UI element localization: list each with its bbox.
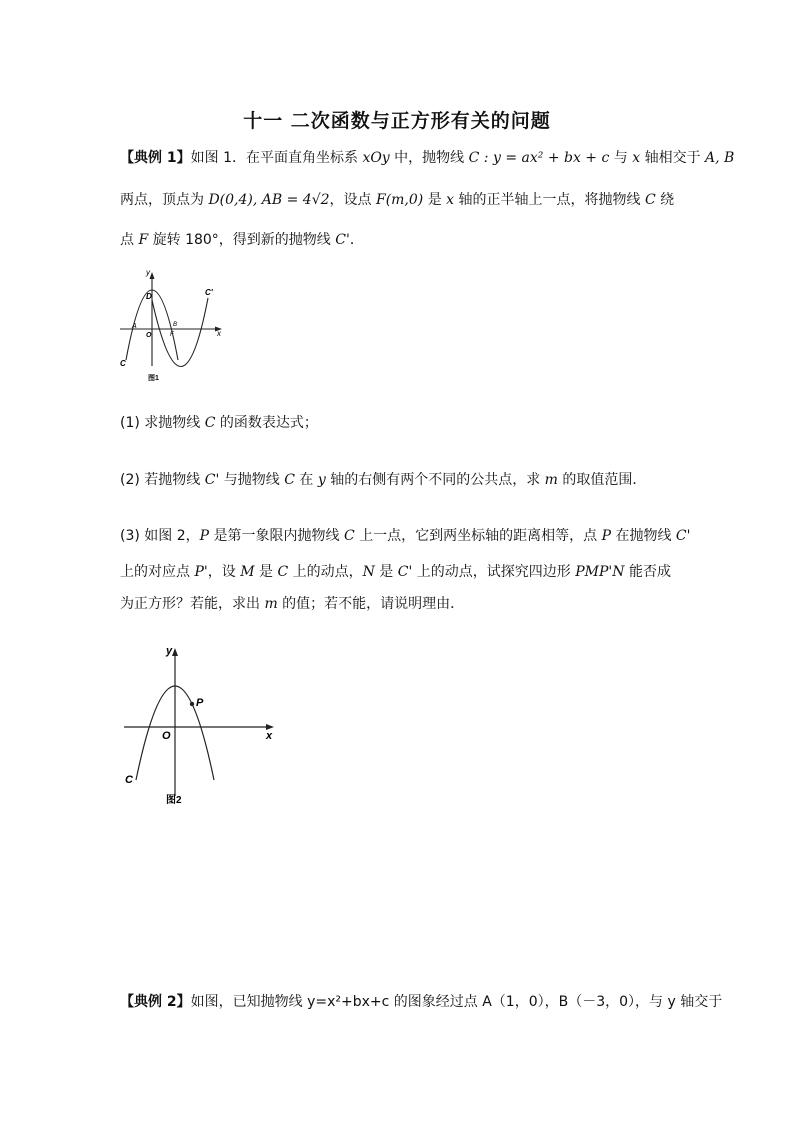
fig1-label-y: y (146, 268, 150, 277)
fig2-label-o: O (162, 730, 171, 742)
question-3-line2: 上的对应点 P'，设 M 是 C 上的动点，N 是 C' 上的动点，试探究四边形 PMP'N 能否成 (120, 564, 671, 580)
question-1: (1) 求抛物线 C 的函数表达式； (120, 415, 318, 431)
example2-label: 【典例 2】 (120, 994, 191, 1010)
question-3-line1: (3) 如图 2，P 是第一象限内抛物线 C 上一点，它到两坐标轴的距离相等，点 P 在抛物线 C' (120, 528, 691, 544)
fig1-y-arrow (150, 272, 155, 279)
example1-line1: 【典例 1】如图 1．在平面直角坐标系 xOy 中，抛物线 C : y = ax² + bx + c 与 x 轴相交于 A, B (120, 150, 735, 166)
fig1-parabola-c-prime (152, 298, 208, 367)
fig2-caption: 图2 (166, 795, 182, 806)
example1-line3: 点 F 旋转 180°，得到新的抛物线 C'． (120, 232, 364, 248)
fig1-label-C-prime: C' (205, 288, 213, 297)
page-title: 十一 二次函数与正方形有关的问题 (243, 110, 551, 132)
fig1-label-F: F (170, 332, 174, 338)
fig2-label-c: C (125, 774, 133, 786)
figure-2 (116, 640, 282, 810)
question-3-line3: 为正方形？若能，求出 m 的值；若不能，请说明理由． (120, 596, 465, 612)
fig2-label-y: y (166, 645, 173, 657)
fig1-label-B: B (173, 322, 178, 328)
fig1-caption: 图1 (148, 375, 159, 382)
fig1-label-C: C (120, 359, 126, 368)
example2-line1: 【典例 2】如图，已知抛物线 y=x²+bx+c 的图象经过点 A（1，0），B（－3，0），与 y 轴交于 (120, 994, 723, 1010)
fig2-y-arrow (172, 648, 178, 656)
fig2-point-p (190, 702, 194, 706)
example1-line2: 两点，顶点为 D(0,4), AB = 4√2，设点 F(m,0) 是 x 轴的正半轴上一点，将抛物线 C 绕 (120, 192, 675, 208)
fig2-label-x: x (266, 730, 273, 742)
fig1-label-D: D (146, 292, 152, 301)
fig1-label-x: x (217, 329, 221, 338)
fig1-label-A: A (132, 323, 137, 330)
fig1-label-O: O (146, 332, 152, 339)
question-2: (2) 若抛物线 C' 与抛物线 C 在 y 轴的右侧有两个不同的公共点，求 m 的取值范围． (120, 472, 647, 488)
figure-1 (114, 262, 230, 384)
fig2-label-p: P (196, 697, 204, 709)
example1-label: 【典例 1】 (120, 150, 191, 166)
